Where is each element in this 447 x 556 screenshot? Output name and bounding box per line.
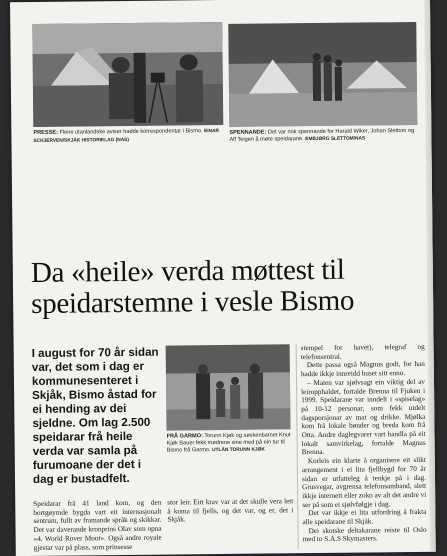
photo-garmo <box>166 344 291 430</box>
caption-label: FRÅ GARMO: <box>166 433 203 440</box>
paragraph: stor leir. Eitt krav var at det skulle vera lett å koma til fjells, og det var, og er, det i Skjåk. <box>167 497 294 524</box>
caption-text: Torunn Kjøk og søskenbarnet Knut Kjøk Bauer fekk mødrene sine med på ein tur til Bismo frå Garmo. <box>166 432 291 454</box>
paragraph: Dei skotske deltakarane reiste til Oslo med to S.A.S Skymasters. <box>302 525 427 544</box>
caption-label: SPENNANDE: <box>229 129 267 136</box>
caption-text: Fleire utanlandske aviser hadde korrespondentar i Bismo. <box>59 128 203 136</box>
paragraph: Speidarar frå 41 land kom, og den bortgøymde bygda vart eit internasjonalt sentrum, fullt av framande språk og skikkar. Det var daverande kronprins Olav som opna «4. World Rover Moot». Også andre royale gjestar var på plass, som prinsesse <box>33 498 162 552</box>
paragraph: Korleis ein klarte å organisere eit slikt arrangement i ei lita fjellbygd for 70 år sidan er utfatteleg å tenkje på i dag. Grusvegar, avgrensa telefonsamband, slett ikkje internett eller zoko av alt det andre vi ser på som ei sjølvfølgje i dag. <box>301 456 427 509</box>
newspaper-page <box>10 0 436 556</box>
photo-credit: UTLÅN TORUNN KJØK <box>212 447 265 453</box>
paragraph: Dette passa også Magnus godt, for han hadde ikkje innreidd huset sitt enno. <box>300 360 425 379</box>
article-headline: Da «heile» verda møttest til speidarstemne i vesle Bismo <box>30 253 355 320</box>
photo-spennande <box>228 22 417 127</box>
caption-press <box>33 128 225 146</box>
body-column-left <box>33 499 162 553</box>
photo-credit: EINAR SCHJERVEN/SKJÅK HISTORIELAG (NAS) <box>33 129 220 144</box>
caption-label: PRESSE: <box>33 129 58 136</box>
column-divider <box>296 344 299 549</box>
paragraph: stempel for havet), telegraf og telefonsentral. <box>300 342 425 361</box>
article-lead: I august for 70 år sidan var, det som i dag er kommunesenteret i Skjåk, Bismo åstad for ei hending av dei sjeldne. Om lag 2.500 speidarar frå heile verda var samla på furumoane der det i dag er bustadfelt. <box>31 345 159 486</box>
body-column-right <box>301 343 427 544</box>
paragraph: – Maten var sjølvsagt ein viktig del av leiropphaldet, fortalde Brenna til Fjuken i 1999. Speidarane var inndelt i «spiselag» på 10-12 personar, som fekk utdelt dagsporsjonar av mat og drikke. Mjølka kom frå lokale bønder og breda kom frå Otta. Andre daglegvarer vart handla på eit lokalt samvirkelag, fortalde Magnus Brenna. <box>301 377 426 457</box>
body-column-middle <box>167 497 293 524</box>
caption-spennande <box>229 128 419 145</box>
photo-credit: EMBJØRG SLETTOM/NAS <box>305 136 366 142</box>
paragraph: Det var ikkje ei lita utfordring å frakta alle speidarane til Skjåk. <box>302 508 427 527</box>
caption-garmo <box>167 432 293 455</box>
caption-text: Det var nok spennande for Harald Wiker, Johan Slettom og Alf Teigen å møte speidarane. <box>229 127 415 143</box>
photo-press <box>32 22 223 127</box>
